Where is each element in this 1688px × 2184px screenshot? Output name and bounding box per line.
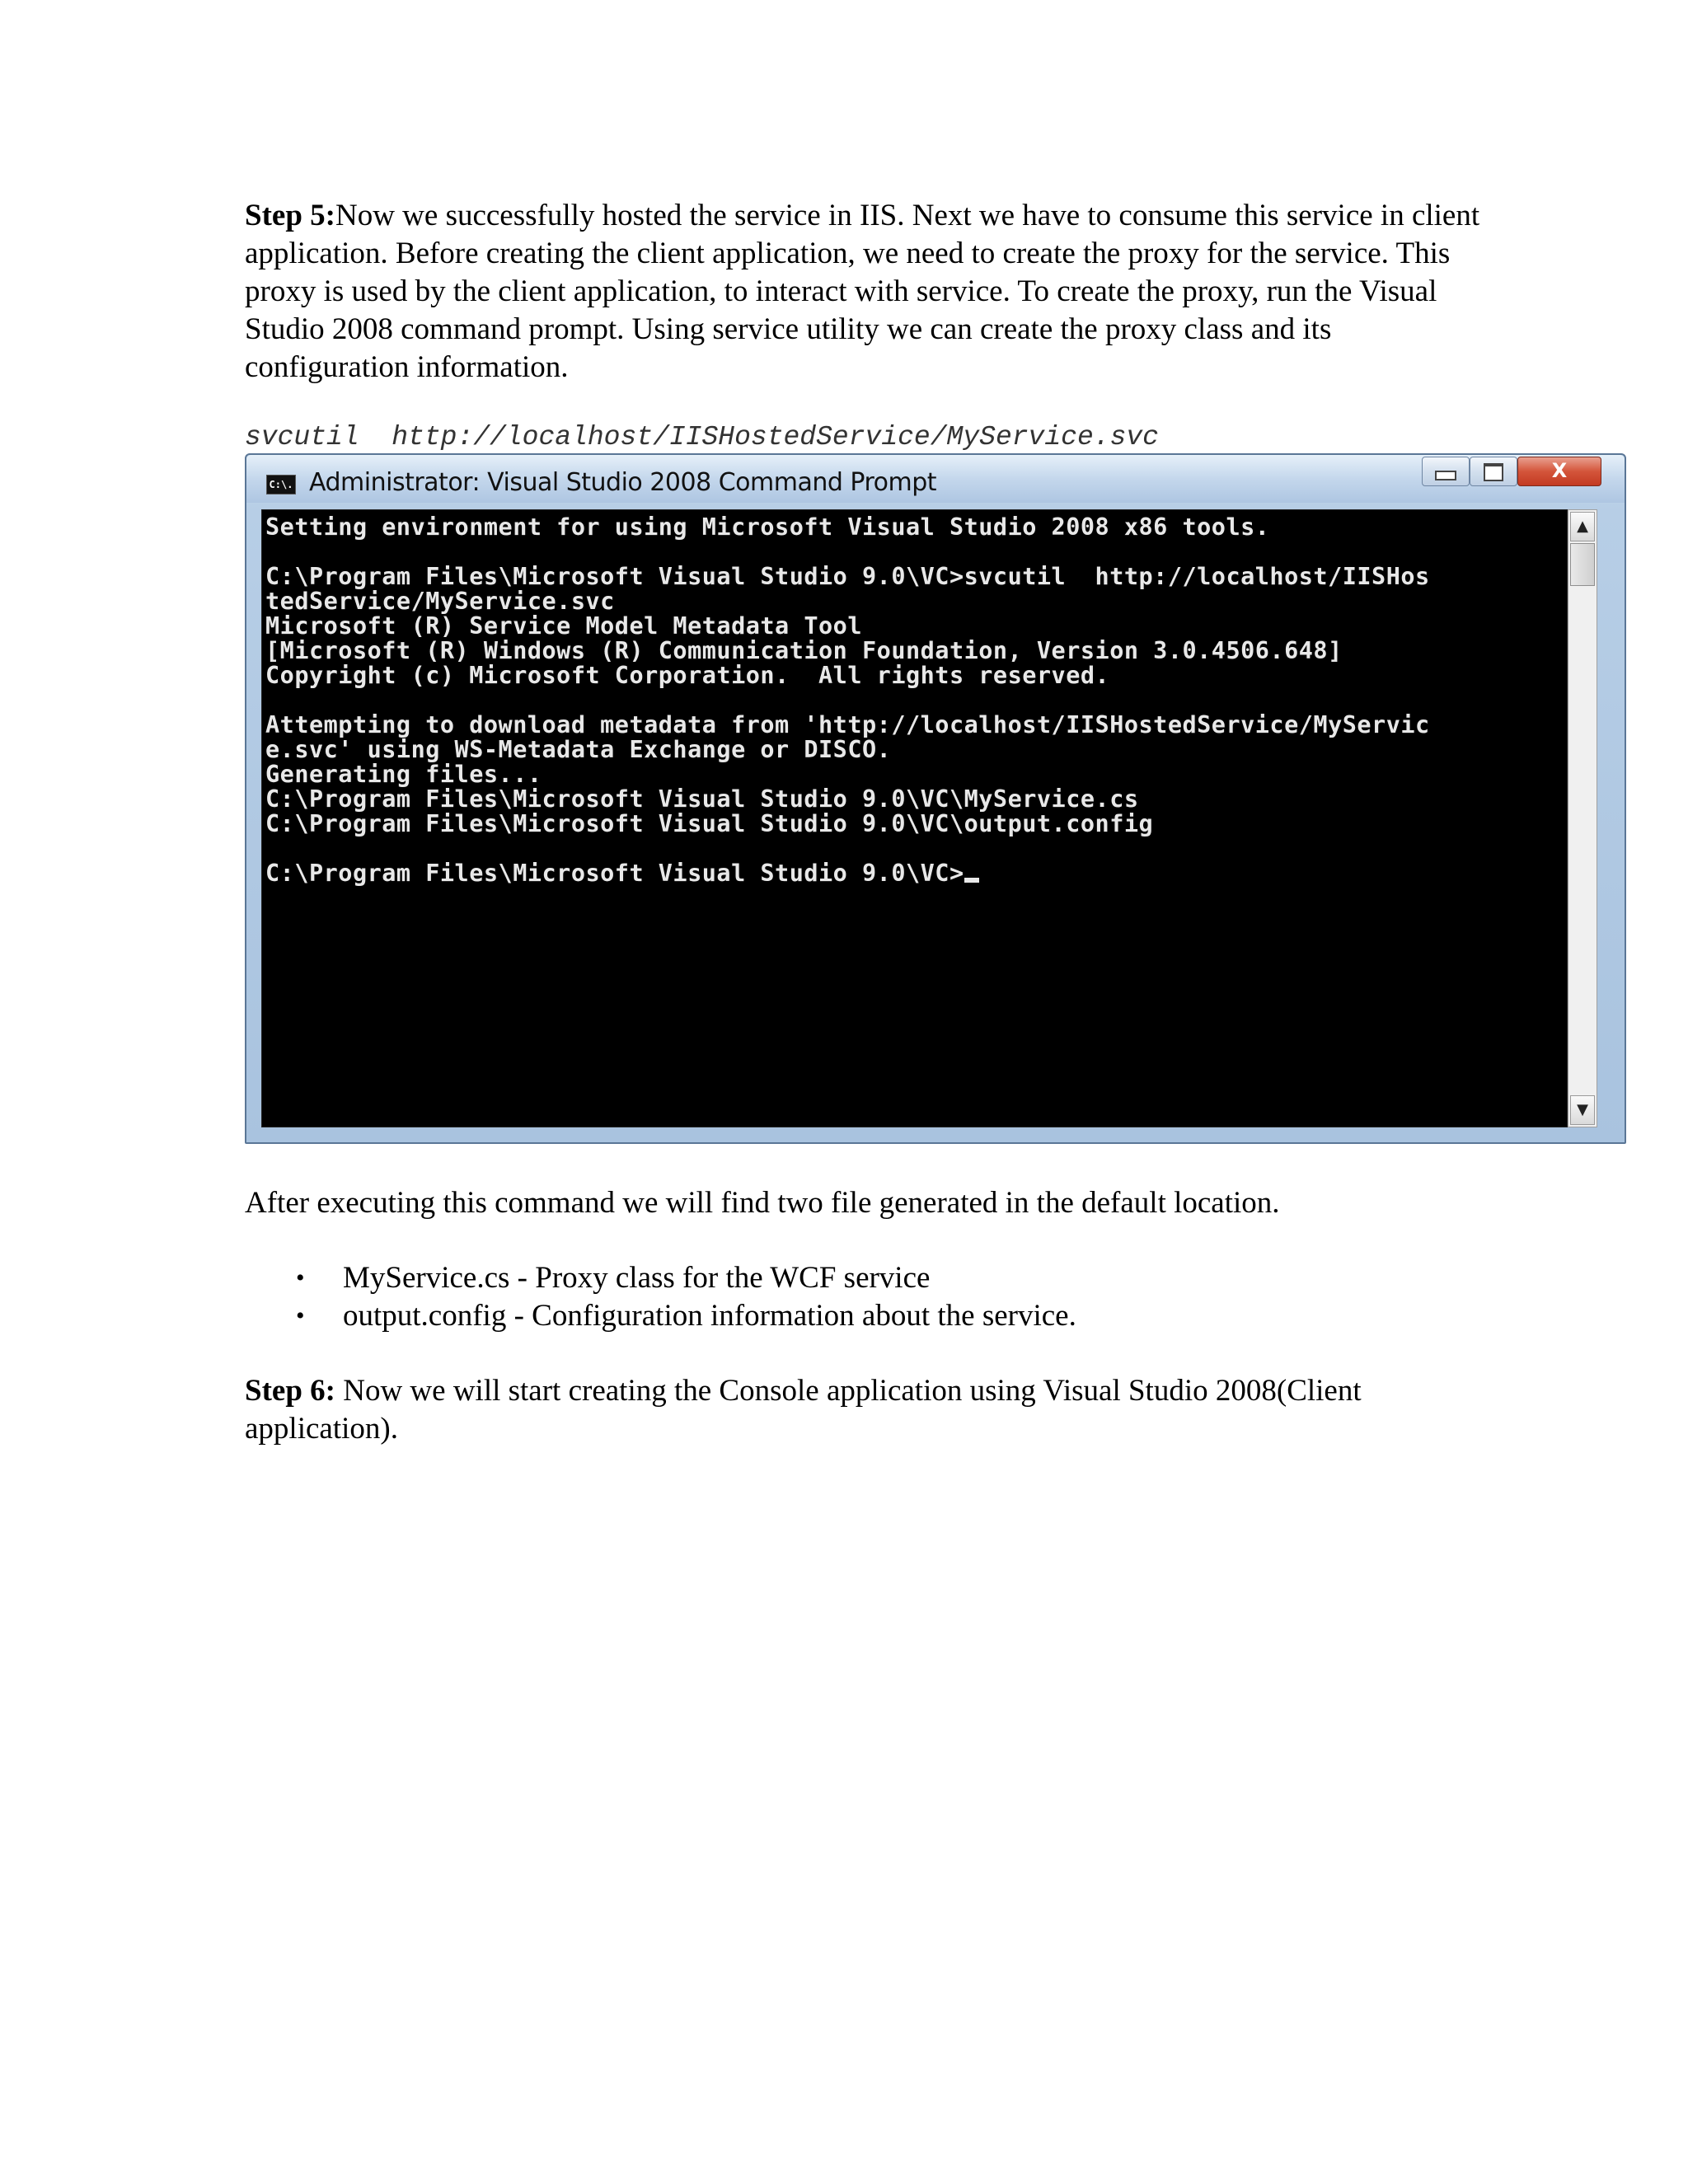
maximize-button[interactable] — [1470, 457, 1517, 486]
scrollbar-thumb[interactable] — [1570, 543, 1595, 586]
minimize-button[interactable] — [1422, 457, 1470, 486]
maximize-icon — [1484, 463, 1503, 481]
console-line: Generating files... — [265, 762, 542, 787]
console-icon: C:\. — [266, 475, 296, 494]
console-line: Microsoft (R) Service Model Metadata Tool — [265, 614, 862, 639]
console-output[interactable] — [261, 509, 1568, 1127]
vertical-scrollbar[interactable] — [1568, 509, 1597, 1127]
console-line: C:\Program Files\Microsoft Visual Studio 9.0\VC>svcutil http://localhost/IISHos — [265, 565, 1430, 589]
console-line: C:\Program Files\Microsoft Visual Studio 9.0\VC\MyService.cs — [265, 787, 1139, 812]
list-item — [245, 1259, 1481, 1297]
list-item-text: MyService.cs - Proxy class for the WCF service — [343, 1261, 931, 1295]
console-line: e.svc' using WS-Metadata Exchange or DISCO. — [265, 738, 892, 762]
scroll-down-arrow-icon[interactable]: ▼ — [1570, 1095, 1595, 1125]
generated-files-list — [245, 1259, 1481, 1335]
console-line — [265, 540, 1564, 565]
console-cursor — [964, 878, 979, 883]
console-line: Attempting to download metadata from 'http://localhost/IISHostedService/MyServic — [265, 713, 1430, 738]
command-prompt-window — [245, 453, 1626, 1144]
list-item — [245, 1297, 1481, 1335]
step-5-text: Now we successfully hosted the service in IIS. Next we have to consume this service in client application. Before creating the client application, we need to create the proxy for the service. This proxy is used by the client application, to interact with service. To create the proxy, run the Visual Studio 2008 command prompt. Using service utility we can create the proxy class and its configuration information. — [245, 199, 1480, 384]
step-5-label: Step 5: — [245, 199, 335, 232]
step-6-paragraph — [245, 1372, 1481, 1448]
window-title: Administrator: Visual Studio 2008 Command Prompt — [309, 468, 937, 497]
svcutil-command-text: svcutil http://localhost/IISHostedService/MyService.svc — [245, 422, 1159, 452]
console-line: C:\Program Files\Microsoft Visual Studio 9.0\VC> — [265, 861, 1564, 886]
console-line: [Microsoft (R) Windows (R) Communication Foundation, Version 3.0.4506.648] — [265, 639, 1343, 663]
console-line: tedService/MyService.svc — [265, 589, 615, 614]
console-line: Setting environment for using Microsoft Visual Studio 2008 x86 tools. — [265, 515, 1270, 540]
minimize-icon — [1435, 471, 1456, 480]
scroll-up-arrow-icon[interactable]: ▲ — [1570, 512, 1595, 541]
list-item-text: output.config - Configuration information about the service. — [343, 1299, 1076, 1333]
console-line: Copyright (c) Microsoft Corporation. All rights reserved. — [265, 663, 1110, 688]
window-titlebar[interactable] — [246, 455, 1625, 503]
step-5-paragraph — [245, 197, 1481, 387]
bullet-icon: • — [296, 1264, 305, 1291]
step-6-text: Now we will start creating the Console application using Visual Studio 2008(Client application). — [245, 1374, 1362, 1446]
bullet-icon: • — [296, 1302, 305, 1329]
console-line — [265, 837, 1564, 861]
console-line — [265, 688, 1564, 713]
step-6-label: Step 6: — [245, 1374, 335, 1408]
after-executing-paragraph: After executing this command we will find two file generated in the default location. — [245, 1186, 1280, 1220]
close-icon: X — [1551, 459, 1568, 482]
console-line: C:\Program Files\Microsoft Visual Studio 9.0\VC\output.config — [265, 812, 1154, 837]
close-button[interactable] — [1517, 457, 1601, 486]
